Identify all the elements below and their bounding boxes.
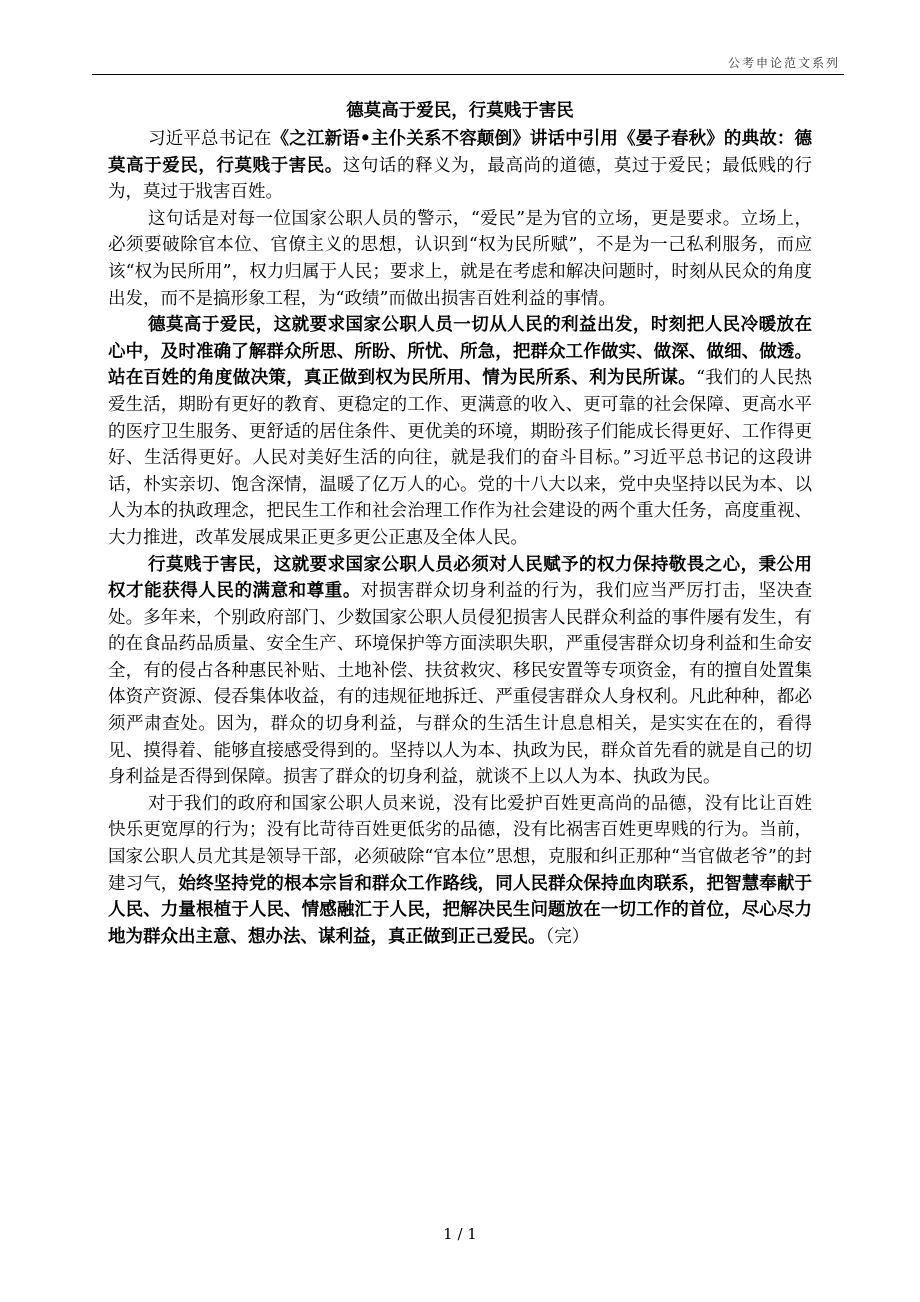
paragraph-3-text: “我们的人民热爱生活，期盼有更好的教育、更稳定的工作、更满意的收入、更可靠的社会保障、更高水平的医疗卫生服务、更舒适的居住条件、更优美的环境，期盼孩子们能成长得更好、工作得更好、生活得更好。人民对美好生活的向往，就是我们的奋斗目标。”习近平总书记的这段讲话，朴实亲切、饱含深情，温暖了亿万人的心。党的十八大以来，党中央坚持以民为本、以人为本的执政理念，把民生工作和社会治理工作作为社会建设的两个重大任务，高度重视、大力推进，改革发展成果正更多更公正惠及全体人民。 <box>108 368 813 548</box>
page-number: 1 / 1 <box>443 1225 477 1243</box>
paragraph-4 <box>108 552 812 791</box>
paragraph-2-text: 这句话是对每一位国家公职人员的警示，“爱民”是为官的立场，更是要求。立场上，必须要破除官本位、官僚主义的思想，认识到“权为民所赋”，不是为一己私利服务，而应该“权为民所用”，权力归属于人民；要求上，就是在考虑和解决问题时，时刻从民众的角度出发，而不是搞形象工程，为“政绩”而做出损害百姓利益的事情。 <box>108 208 812 309</box>
paragraph-1-text-a: 习近平总书记在 <box>148 129 272 149</box>
paragraph-4-text: 对损害群众切身利益的行为，我们应当严厉打击，坚决查处。多年来，个别政府部门、少数国家公职人员侵犯损害人民群众利益的事件屡有发生，有的在食品药品质量、安全生产、环境保护等方面渎职失职，严重侵害群众切身利益和生命安全，有的侵占各种惠民补贴、土地补偿、扶贫救灾、移民安置等专项资金，有的擅自处置集体资产资源、侵吞集体收益，有的违规征地拆迁、严重侵害群众人身权利。凡此种种，都必须严肃查处。因为，群众的切身利益，与群众的生活生计息息相关，是实实在在的，看得见、摸得着、能够直接感受得到的。坚持以人为本、执政为民，群众首先看的就是自己的切身利益是否得到保障。损害了群众的切身利益，就谈不上以人为本、执政为民。 <box>108 581 812 788</box>
paragraph-1-text-b: 这句话的释义为，最高尚的道德，莫过于爱民；最低贱的行为，莫过于戕害百姓。 <box>108 155 813 203</box>
document-title: 德莫高于爱民，行莫贱于害民 <box>346 101 574 121</box>
header-series-label: 公考申论范文系列 <box>727 56 840 70</box>
paragraph-5-text-b: （完） <box>545 926 590 947</box>
paragraph-3-emphasis: 德莫高于爱民，这就要求国家公职人员一切从人民的利益出发，时刻把人民冷暖放在心中，及时准确了解群众所思、所盼、所忧、所急，把群众工作做实、做深、做细、做透。站在百姓的角度做决策，真正做到权为民所用、情为民所系、利为民所谋。 <box>108 315 812 389</box>
paragraph-1-emphasis: 《之江新语•主仆关系不容颠倒》讲话中引用《晏子春秋》的典故：德莫高于爱民，行莫贱于害民。 <box>108 129 813 176</box>
paragraph-2 <box>108 206 812 312</box>
paragraph-5 <box>108 791 812 951</box>
paragraph-3 <box>108 312 812 551</box>
paragraph-5-text-a: 对于我们的政府和国家公职人员来说，没有比爱护百姓更高尚的品德，没有比让百姓快乐更宽厚的行为；没有比苛待百姓更低劣的品德，没有比祸害百姓更卑贱的行为。当前，国家公职人员尤其是领导干部，必须破除“官本位”思想，克服和纠正那种“当官做老爷”的封建习气， <box>108 793 812 894</box>
header-divider <box>92 74 844 75</box>
paragraph-4-emphasis: 行莫贱于害民，这就要求国家公职人员必须对人民赋予的权力保持敬畏之心，秉公用权才能获得人民的满意和尊重。 <box>108 554 812 602</box>
paragraph-1 <box>108 126 812 206</box>
document-body <box>108 98 812 950</box>
paragraph-5-emphasis: 始终坚持党的根本宗旨和群众工作路线，同人民群众保持血肉联系，把智慧奉献于人民、力量根植于人民、情感融汇于人民，把解决民生问题放在一切工作的首位，尽心尽力地为群众出主意、想办法、谋利益，真正做到正己爱民。 <box>108 873 813 947</box>
